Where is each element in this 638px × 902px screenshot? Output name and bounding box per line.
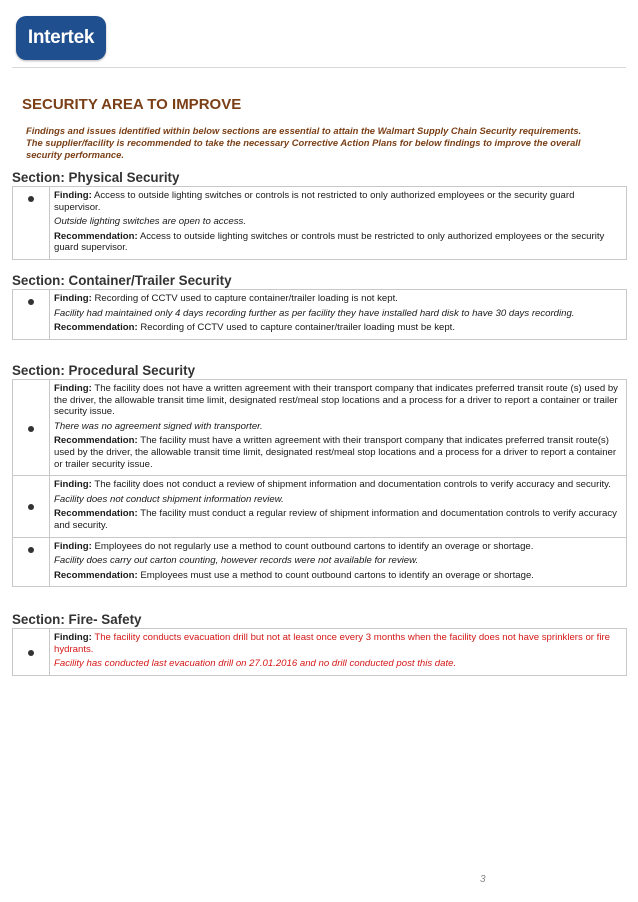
bullet-icon	[28, 426, 34, 432]
findings-table-procedural-security	[12, 379, 627, 587]
recommendation-text: Access to outside lighting switches or controls must be restricted to only authorized employees or the security guard supervisor.	[54, 230, 605, 254]
table-row	[13, 187, 627, 260]
recommendation-label: Recommendation:	[54, 435, 138, 447]
bullet-cell	[13, 537, 50, 587]
finding-content	[50, 187, 627, 260]
bullet-icon	[28, 504, 34, 510]
bullet-icon	[28, 299, 34, 305]
finding-text: Recording of CCTV used to capture container/trailer loading is not kept.	[94, 293, 398, 304]
recommendation-text: The facility must have a written agreement with their transport company that indicates preferred transit route(s) used by the driver, the allowable transit time limit, designated rest/meal stop locations and a process for a driver to report a container or trailer security issue.	[54, 435, 617, 470]
recommendation-label: Recommendation:	[54, 508, 138, 520]
logo-text: Intertek	[27, 27, 95, 48]
observation-text: Facility does not conduct shipment information review.	[54, 493, 284, 505]
section-title-procedural-security: Section: Procedural Security	[12, 363, 196, 378]
intertek-logo	[16, 16, 106, 60]
finding-content	[50, 380, 627, 476]
page-number: 3	[480, 874, 486, 885]
recommendation-label: Recommendation:	[54, 230, 138, 242]
recommendation-label: Recommendation:	[54, 322, 138, 334]
bullet-cell	[13, 187, 50, 260]
table-row	[13, 537, 627, 587]
finding-text: Employees do not regularly use a method to count outbound cartons to identify an overage or shortage.	[94, 540, 534, 552]
finding-label: Finding:	[54, 190, 92, 201]
recommendation-text: The facility must conduct a regular review of shipment information and documentation controls to verify accuracy and security.	[54, 508, 617, 531]
bullet-icon	[28, 650, 34, 656]
table-row	[13, 629, 627, 676]
section-title-container-trailer-security: Section: Container/Trailer Security	[12, 273, 232, 288]
finding-label: Finding:	[54, 293, 92, 304]
observation-text: There was no agreement signed with transporter.	[54, 420, 263, 432]
finding-content	[50, 476, 627, 537]
finding-text: The facility does not conduct a review of shipment information and documentation controls to verify accuracy and security.	[94, 479, 611, 491]
table-row	[13, 380, 627, 476]
finding-text: The facility conducts evacuation drill but not at least once every 3 months when the facility does not have sprinklers or fire hydrants.	[54, 632, 610, 655]
bullet-cell	[13, 380, 50, 476]
finding-content	[50, 537, 627, 587]
finding-content	[50, 290, 627, 340]
finding-text: Access to outside lighting switches or controls is not restricted to only authorized employees or the security guard supervisor.	[54, 190, 575, 213]
findings-table-container-trailer-security	[12, 289, 627, 340]
recommendation-text: Recording of CCTV used to capture container/trailer loading must be kept.	[140, 322, 456, 334]
table-row	[13, 290, 627, 340]
finding-label: Finding:	[54, 479, 92, 491]
page-title: SECURITY AREA TO IMPROVE	[22, 96, 242, 113]
observation-text: Facility has conducted last evacuation drill on 27.01.2016 and no drill conducted post this date.	[54, 658, 457, 670]
observation-text: Facility does carry out carton counting, however records were not available for review.	[54, 555, 419, 567]
bullet-cell	[13, 629, 50, 676]
finding-text: The facility does not have a written agreement with their transport company that indicates preferred transit route (s) used by the driver, the allowable transit time limit, designated rest/meal stop locations and a process for a driver to report a container or trailer security issue.	[54, 383, 618, 418]
finding-content	[50, 629, 627, 676]
header-divider	[12, 67, 626, 68]
bullet-cell	[13, 476, 50, 537]
finding-label: Finding:	[54, 540, 92, 552]
findings-table-fire-safety	[12, 628, 627, 676]
bullet-icon	[28, 547, 34, 553]
section-title-fire-safety: Section: Fire- Safety	[12, 612, 142, 627]
finding-label: Finding:	[54, 632, 92, 643]
bullet-cell	[13, 290, 50, 340]
finding-label: Finding:	[54, 383, 92, 394]
observation-text: Facility had maintained only 4 days recording further as per facility they have installed hard disk to have 30 days recording.	[54, 307, 575, 319]
recommendation-text: Employees must use a method to count outbound cartons to identify an overage or shortage.	[140, 569, 534, 581]
intro-text: Findings and issues identified within below sections are essential to attain the Walmart Supply Chain Security requirements. The supplier/facility is recommended to take the necessary Corrective Action Plans for below findings to improve the overall security performance.	[26, 125, 582, 160]
observation-text: Outside lighting switches are open to access.	[54, 216, 246, 228]
section-title-physical-security: Section: Physical Security	[12, 170, 180, 185]
recommendation-label: Recommendation:	[54, 569, 138, 581]
table-row	[13, 476, 627, 537]
findings-table-physical-security	[12, 186, 627, 260]
bullet-icon	[28, 196, 34, 202]
